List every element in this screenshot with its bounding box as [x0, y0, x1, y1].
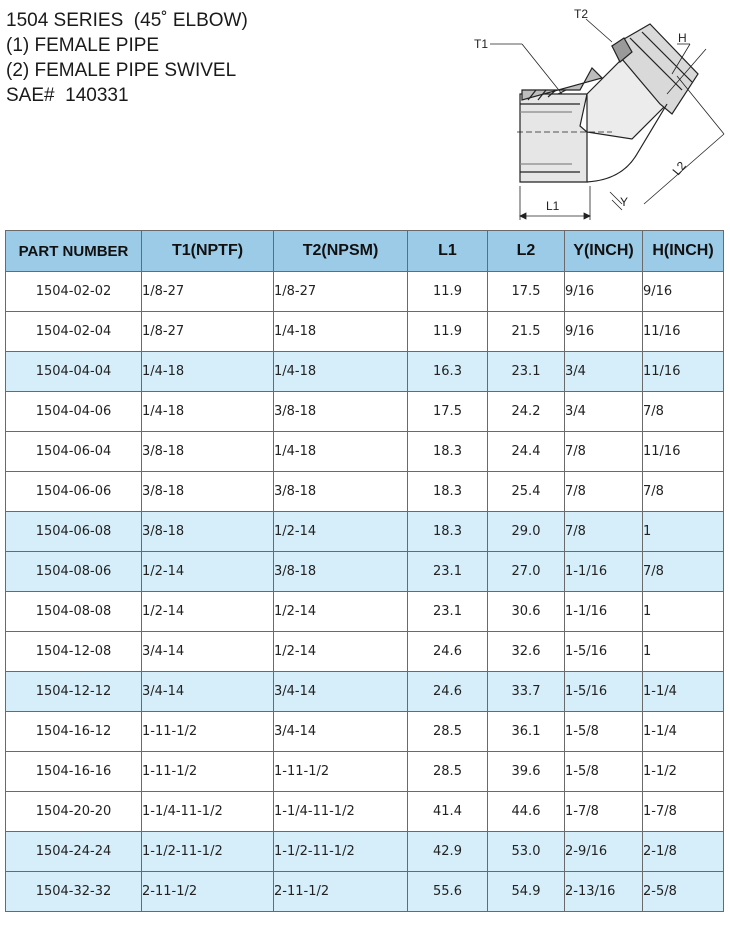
cell-t1: 1-11-1/2	[142, 712, 274, 752]
cell-h: 1	[643, 592, 724, 632]
cell-h: 11/16	[643, 312, 724, 352]
cell-t2: 3/4-14	[274, 712, 408, 752]
cell-l2: 44.6	[488, 792, 565, 832]
cell-t2: 1/4-18	[274, 432, 408, 472]
cell-l1: 17.5	[408, 392, 488, 432]
cell-t2: 1/8-27	[274, 272, 408, 312]
col-header-h: H(INCH)	[643, 231, 724, 272]
cell-t1: 3/4-14	[142, 632, 274, 672]
table-row	[6, 672, 724, 712]
cell-l2: 32.6	[488, 632, 565, 672]
cell-l1: 24.6	[408, 632, 488, 672]
cell-y: 2-13/16	[565, 872, 643, 912]
table-row	[6, 552, 724, 592]
cell-y: 9/16	[565, 272, 643, 312]
table-row	[6, 832, 724, 872]
table-row	[6, 872, 724, 912]
cell-l1: 18.3	[408, 472, 488, 512]
cell-l2: 24.4	[488, 432, 565, 472]
table-row	[6, 392, 724, 432]
cell-t2: 1/2-14	[274, 512, 408, 552]
cell-l1: 11.9	[408, 272, 488, 312]
header-block	[6, 8, 248, 108]
cell-h: 1	[643, 512, 724, 552]
cell-l2: 25.4	[488, 472, 565, 512]
cell-h: 1-1/2	[643, 752, 724, 792]
table-row	[6, 512, 724, 552]
cell-t2: 1/2-14	[274, 632, 408, 672]
cell-t2: 1/2-14	[274, 592, 408, 632]
table-row	[6, 312, 724, 352]
cell-y: 2-9/16	[565, 832, 643, 872]
sae-number: SAE# 140331	[6, 85, 129, 106]
cell-h: 11/16	[643, 432, 724, 472]
label-t1: T1	[474, 37, 489, 51]
cell-t2: 1/4-18	[274, 352, 408, 392]
cell-h: 7/8	[643, 392, 724, 432]
table-row	[6, 272, 724, 312]
cell-t1: 1/2-14	[142, 552, 274, 592]
col-header-t1: T1(NPTF)	[142, 231, 274, 272]
cell-y: 3/4	[565, 392, 643, 432]
cell-h: 7/8	[643, 472, 724, 512]
cell-l2: 21.5	[488, 312, 565, 352]
cell-h: 9/16	[643, 272, 724, 312]
female-pipe-body	[520, 94, 587, 182]
cell-t2: 1-1/2-11-1/2	[274, 832, 408, 872]
cell-y: 7/8	[565, 512, 643, 552]
cell-l2: 27.0	[488, 552, 565, 592]
cell-y: 7/8	[565, 432, 643, 472]
cell-t1: 1/8-27	[142, 272, 274, 312]
table-row	[6, 632, 724, 672]
cell-y: 1-5/16	[565, 672, 643, 712]
cell-part-number: 1504-08-08	[6, 592, 142, 632]
table-row	[6, 792, 724, 832]
cell-l2: 33.7	[488, 672, 565, 712]
cell-part-number: 1504-04-06	[6, 392, 142, 432]
cell-part-number: 1504-20-20	[6, 792, 142, 832]
cell-h: 2-5/8	[643, 872, 724, 912]
col-header-l1: L1	[408, 231, 488, 272]
cell-t1: 1/4-18	[142, 392, 274, 432]
cell-y: 9/16	[565, 312, 643, 352]
table-row	[6, 712, 724, 752]
label-t2: T2	[574, 7, 589, 21]
cell-t2: 3/8-18	[274, 392, 408, 432]
cell-t2: 1-1/4-11-1/2	[274, 792, 408, 832]
cell-t1: 1-1/2-11-1/2	[142, 832, 274, 872]
cell-part-number: 1504-04-04	[6, 352, 142, 392]
cell-t1: 3/8-18	[142, 512, 274, 552]
cell-part-number: 1504-06-08	[6, 512, 142, 552]
cell-h: 2-1/8	[643, 832, 724, 872]
cell-y: 1-1/16	[565, 592, 643, 632]
cell-h: 1-1/4	[643, 672, 724, 712]
cell-y: 7/8	[565, 472, 643, 512]
cell-h: 11/16	[643, 352, 724, 392]
table-row	[6, 432, 724, 472]
cell-part-number: 1504-02-02	[6, 272, 142, 312]
cell-part-number: 1504-02-04	[6, 312, 142, 352]
col-header-t2: T2(NPSM)	[274, 231, 408, 272]
cell-t2: 3/8-18	[274, 472, 408, 512]
cell-y: 1-5/16	[565, 632, 643, 672]
cell-l2: 17.5	[488, 272, 565, 312]
description-line-1: (1) FEMALE PIPE	[6, 35, 160, 56]
cell-part-number: 1504-08-06	[6, 552, 142, 592]
cell-t2: 1-11-1/2	[274, 752, 408, 792]
cell-l1: 16.3	[408, 352, 488, 392]
cell-l2: 24.2	[488, 392, 565, 432]
cell-part-number: 1504-06-06	[6, 472, 142, 512]
label-l2: L2	[669, 158, 689, 178]
table-body	[6, 272, 724, 912]
table-row	[6, 352, 724, 392]
cell-l1: 24.6	[408, 672, 488, 712]
cell-h: 1-7/8	[643, 792, 724, 832]
cell-l1: 28.5	[408, 752, 488, 792]
cell-l2: 23.1	[488, 352, 565, 392]
cell-t2: 1/4-18	[274, 312, 408, 352]
cell-part-number: 1504-32-32	[6, 872, 142, 912]
cell-y: 1-5/8	[565, 752, 643, 792]
cell-part-number: 1504-24-24	[6, 832, 142, 872]
col-header-l2: L2	[488, 231, 565, 272]
cell-y: 3/4	[565, 352, 643, 392]
cell-t1: 2-11-1/2	[142, 872, 274, 912]
cell-h: 1	[643, 632, 724, 672]
table-row	[6, 752, 724, 792]
spec-table	[5, 230, 724, 912]
cell-l1: 42.9	[408, 832, 488, 872]
col-header-y: Y(INCH)	[565, 231, 643, 272]
table-row	[6, 472, 724, 512]
cell-t1: 1/8-27	[142, 312, 274, 352]
cell-l1: 55.6	[408, 872, 488, 912]
cell-part-number: 1504-12-12	[6, 672, 142, 712]
col-header-part-number: PART NUMBER	[6, 231, 142, 272]
cell-t2: 3/4-14	[274, 672, 408, 712]
cell-l2: 30.6	[488, 592, 565, 632]
cell-y: 1-1/16	[565, 552, 643, 592]
cell-part-number: 1504-16-16	[6, 752, 142, 792]
cell-l1: 18.3	[408, 512, 488, 552]
elbow-fitting-diagram	[462, 4, 730, 226]
table-header-row	[6, 231, 724, 272]
cell-h: 7/8	[643, 552, 724, 592]
label-h: H	[678, 31, 687, 45]
description-line-2: (2) FEMALE PIPE SWIVEL	[6, 60, 237, 81]
cell-t2: 3/8-18	[274, 552, 408, 592]
cell-l2: 54.9	[488, 872, 565, 912]
cell-part-number: 1504-12-08	[6, 632, 142, 672]
cell-part-number: 1504-06-04	[6, 432, 142, 472]
cell-t2: 2-11-1/2	[274, 872, 408, 912]
label-l1: L1	[546, 199, 560, 213]
label-y: Y	[620, 195, 629, 209]
cell-t1: 3/8-18	[142, 432, 274, 472]
cell-l2: 39.6	[488, 752, 565, 792]
cell-l2: 53.0	[488, 832, 565, 872]
cell-l1: 41.4	[408, 792, 488, 832]
table-row	[6, 592, 724, 632]
cell-l1: 23.1	[408, 592, 488, 632]
cell-l1: 23.1	[408, 552, 488, 592]
cell-t1: 1-1/4-11-1/2	[142, 792, 274, 832]
cell-l1: 18.3	[408, 432, 488, 472]
cell-t1: 1-11-1/2	[142, 752, 274, 792]
cell-l1: 11.9	[408, 312, 488, 352]
cell-l2: 36.1	[488, 712, 565, 752]
cell-t1: 3/4-14	[142, 672, 274, 712]
cell-l2: 29.0	[488, 512, 565, 552]
cell-l1: 28.5	[408, 712, 488, 752]
cell-y: 1-5/8	[565, 712, 643, 752]
cell-h: 1-1/4	[643, 712, 724, 752]
series-title: 1504 SERIES (45˚ ELBOW)	[6, 10, 248, 31]
cell-t1: 3/8-18	[142, 472, 274, 512]
cell-y: 1-7/8	[565, 792, 643, 832]
cell-t1: 1/4-18	[142, 352, 274, 392]
cell-t1: 1/2-14	[142, 592, 274, 632]
cell-part-number: 1504-16-12	[6, 712, 142, 752]
